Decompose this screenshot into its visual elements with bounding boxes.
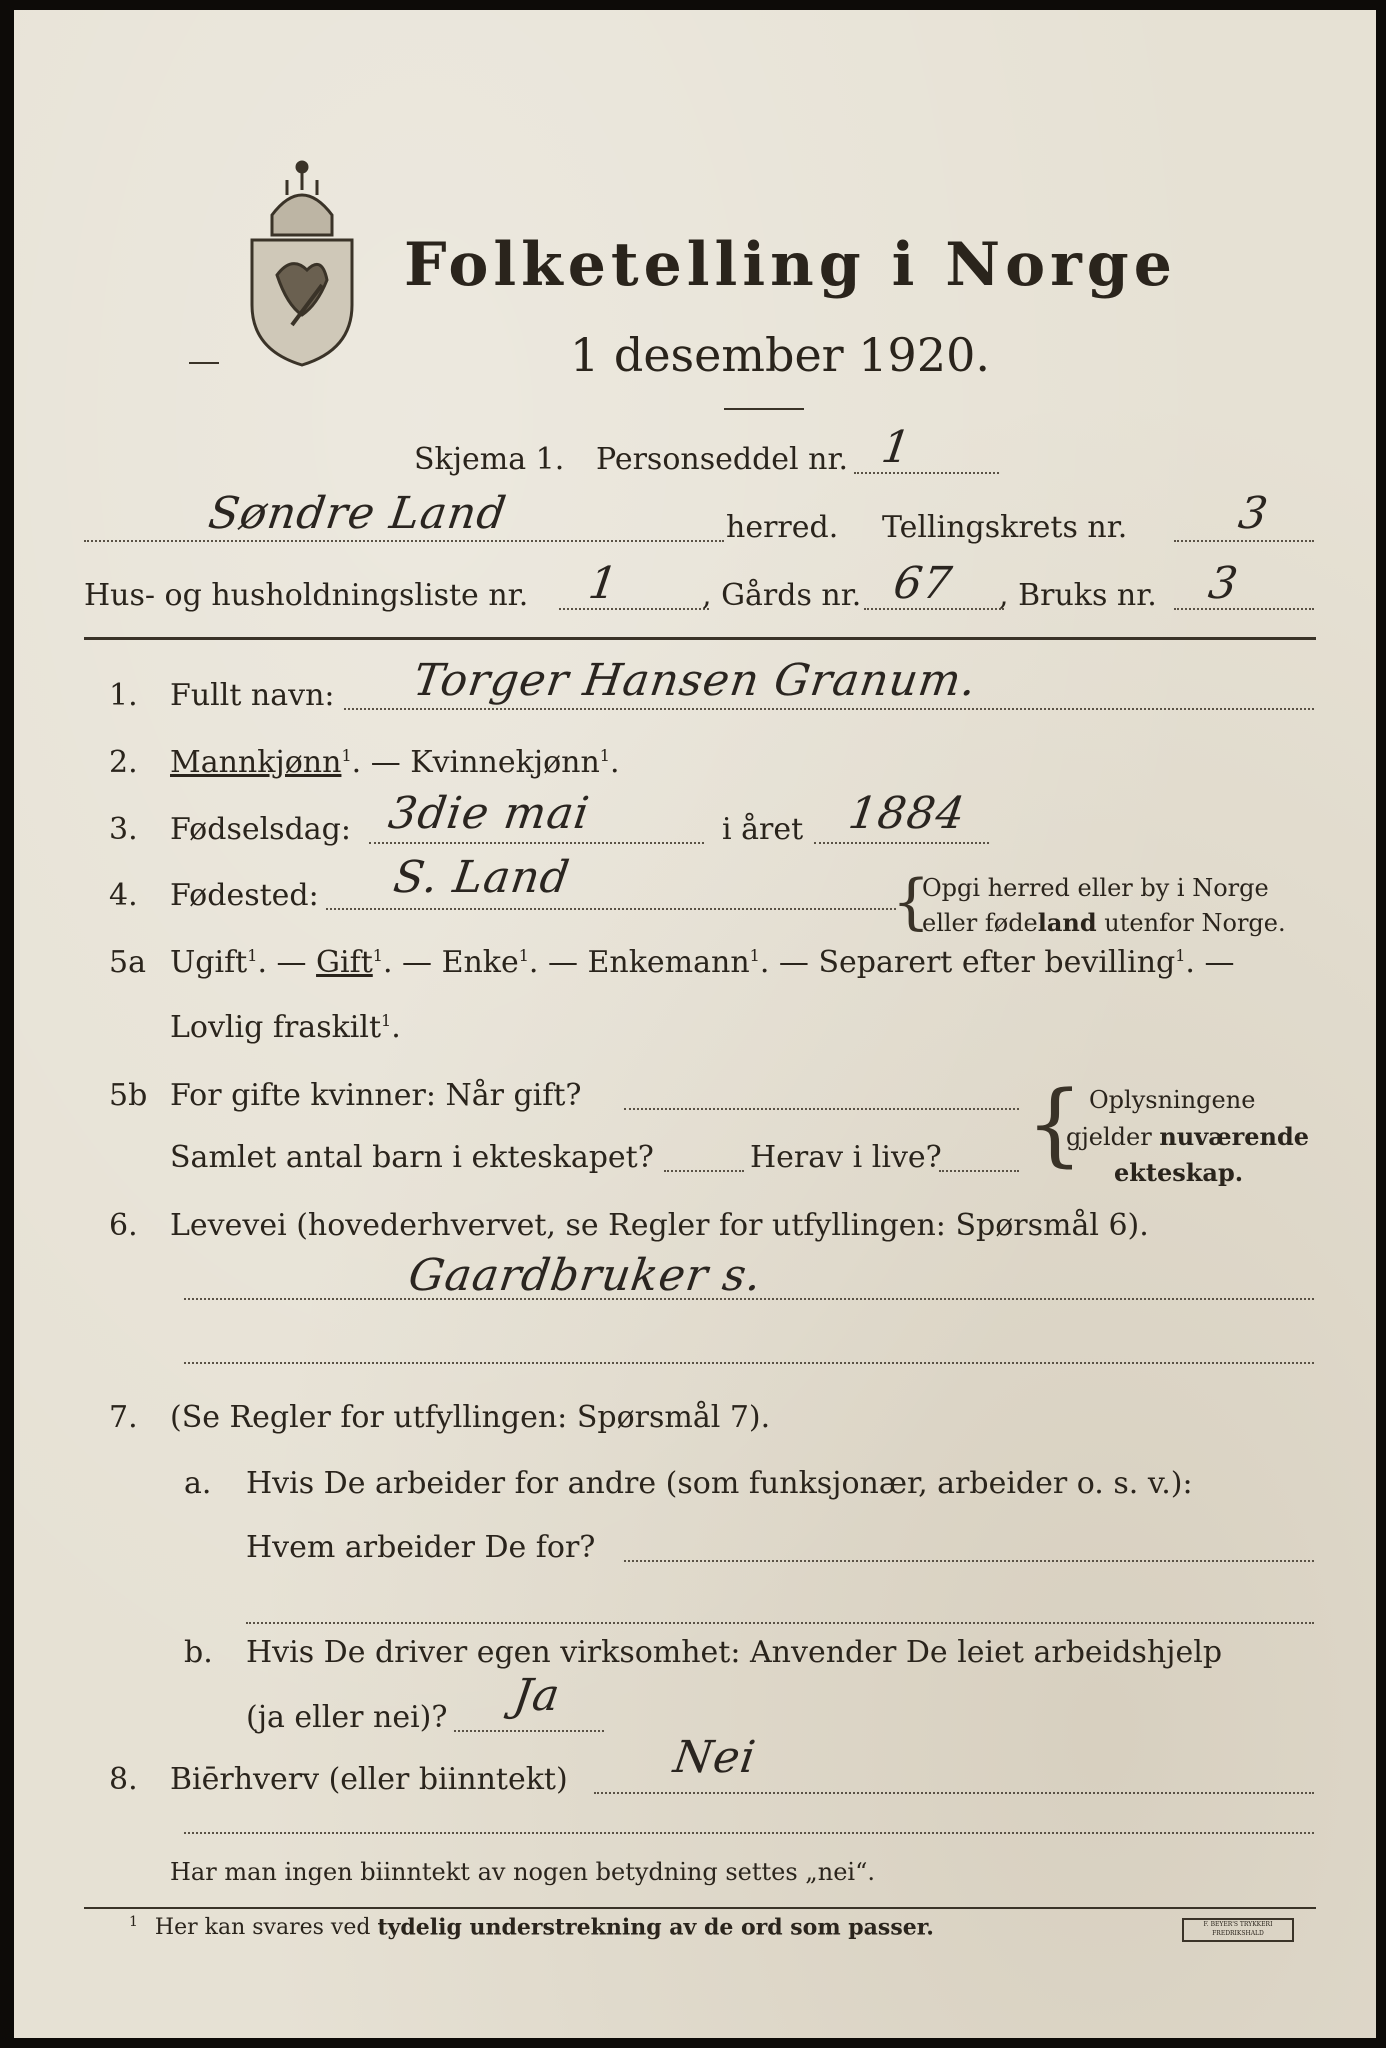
q1-value[interactable]: Torger Hansen Granum. bbox=[410, 655, 980, 706]
q2-end: . bbox=[609, 745, 620, 780]
q5a-gift[interactable]: Gift bbox=[316, 945, 373, 980]
q8-note: Har man ingen biinntekt av nogen betydning settes „nei“. bbox=[170, 1858, 875, 1886]
q8-number: 8. bbox=[109, 1762, 138, 1797]
q5b-note-bracket: { bbox=[1026, 1072, 1084, 1177]
footnote-marker: 1 bbox=[129, 1914, 138, 1930]
q2-options bbox=[170, 745, 620, 780]
q5b-barn-line bbox=[664, 1170, 744, 1172]
tellingskrets-line bbox=[1174, 540, 1314, 542]
q7b-jaellernei-label: (ja eller nei)? bbox=[246, 1700, 448, 1735]
census-form-sheet bbox=[14, 10, 1376, 2038]
q2-footnote-ref-1: 1 bbox=[341, 746, 352, 765]
q3-value[interactable]: 3die mai bbox=[385, 788, 593, 839]
q4-note-bracket: { bbox=[892, 867, 931, 937]
bruks-label: , Bruks nr. bbox=[999, 578, 1157, 613]
tellingskrets-value[interactable]: 3 bbox=[1235, 488, 1272, 539]
q3-number: 3. bbox=[109, 812, 138, 847]
q7a-hvem-line bbox=[624, 1560, 1314, 1562]
bruks-line bbox=[1174, 608, 1314, 610]
norwegian-coat-of-arms-icon bbox=[232, 155, 372, 370]
q7-label: (Se Regler for utfyllingen: Spørsmål 7). bbox=[170, 1400, 771, 1435]
q5b-live-label: Herav i live? bbox=[750, 1140, 942, 1175]
q5b-note-line-2: gjelder nuværende bbox=[1066, 1122, 1310, 1151]
q7b-value[interactable]: Ja bbox=[510, 1670, 564, 1721]
q4-note-line-2: eller fødeland utenfor Norge. bbox=[922, 908, 1286, 937]
herred-value[interactable]: Søndre Land bbox=[205, 488, 510, 539]
printer-stamp: F. BEYER'S TRYKKERI FREDRIKSHALD bbox=[1182, 1918, 1294, 1942]
q5b-number: 5b bbox=[109, 1078, 148, 1113]
q8-label: Biērhverv (eller biinntekt) bbox=[170, 1762, 568, 1797]
personseddel-value[interactable]: 1 bbox=[878, 422, 915, 473]
q3-year-line bbox=[814, 842, 989, 844]
q6-number: 6. bbox=[109, 1208, 138, 1243]
q5a-enke[interactable]: Enke bbox=[441, 945, 519, 980]
q1-number: 1. bbox=[109, 678, 138, 713]
q6-label: Levevei (hovederhvervet, se Regler for utfyllingen: Spørsmål 6). bbox=[170, 1208, 1149, 1243]
gards-value[interactable]: 67 bbox=[890, 558, 956, 609]
footnote: $^1$ Her kan svares ved tydelig understrekning av de ord som passer. bbox=[129, 1914, 934, 1941]
personseddel-label: Personseddel nr. bbox=[596, 442, 849, 477]
q7b-label: Hvis De driver egen virksomhet: Anvender De leiet arbeidshjelp bbox=[246, 1635, 1223, 1670]
q8-line-2 bbox=[184, 1832, 1314, 1834]
q5a-enkemann[interactable]: Enkemann bbox=[587, 945, 750, 980]
q4-number: 4. bbox=[109, 878, 138, 913]
title-rule bbox=[724, 408, 804, 410]
q7a-letter: a. bbox=[184, 1466, 212, 1501]
q4-label: Fødested: bbox=[170, 878, 319, 913]
q5b-note-line-3: ekteskap. bbox=[1114, 1158, 1244, 1187]
q2-number: 2. bbox=[109, 745, 138, 780]
q2-footnote-ref-2: 1 bbox=[599, 746, 610, 765]
q5a-separert[interactable]: Separert efter bevilling bbox=[818, 945, 1176, 980]
skjema-label: Skjema 1. bbox=[414, 442, 565, 477]
left-dash bbox=[189, 362, 219, 364]
bruks-value[interactable]: 3 bbox=[1205, 558, 1242, 609]
q7a-label: Hvis De arbeider for andre (som funksjonær, arbeider o. s. v.): bbox=[246, 1466, 1193, 1501]
herred-label: herred. bbox=[726, 510, 839, 545]
q1-line bbox=[344, 708, 1314, 710]
q4-line bbox=[326, 908, 896, 910]
q5b-gift-line bbox=[624, 1108, 1019, 1110]
q8-line bbox=[594, 1792, 1314, 1794]
q5b-barn-label: Samlet antal barn i ekteskapet? bbox=[170, 1140, 654, 1175]
q3-line bbox=[369, 842, 704, 844]
q7b-line bbox=[454, 1730, 604, 1732]
gards-label: , Gårds nr. bbox=[702, 578, 862, 613]
q5b-live-line bbox=[939, 1170, 1019, 1172]
q5a-ugift[interactable]: Ugift bbox=[170, 945, 248, 980]
q8-value[interactable]: Nei bbox=[670, 1732, 760, 1783]
q5b-label: For gifte kvinner: Når gift? bbox=[170, 1078, 582, 1113]
census-date: 1 desember 1920. bbox=[570, 328, 990, 382]
form-title: Folketelling i Norge bbox=[404, 230, 1177, 300]
q2-kvinnekjonn[interactable]: Kvinnekjønn bbox=[410, 745, 600, 780]
q5b-note-line-1: Oplysningene bbox=[1089, 1086, 1256, 1114]
personseddel-line bbox=[854, 472, 999, 474]
q5a-options: Ugift$^1$. — Gift$^1$. — Enke$^1$. — Enkemann$^1$. — Separert efter bevilling$^1$. — bbox=[170, 945, 1235, 980]
q5a-number: 5a bbox=[109, 945, 146, 980]
q4-note-line-1: Opgi herred eller by i Norge bbox=[922, 874, 1269, 902]
q7-number: 7. bbox=[109, 1400, 138, 1435]
footnote-rule bbox=[84, 1907, 1316, 1909]
q2-separator: . — bbox=[351, 745, 411, 780]
q5a-fraskilt[interactable]: Lovlig fraskilt bbox=[170, 1010, 382, 1045]
q6-line-2 bbox=[184, 1362, 1314, 1364]
q3-year-label: i året bbox=[722, 812, 804, 847]
q4-value[interactable]: S. Land bbox=[390, 852, 574, 903]
q1-label: Fullt navn: bbox=[170, 678, 335, 713]
q2-mannkjonn[interactable]: Mannkjønn bbox=[170, 745, 342, 780]
q3-year-value[interactable]: 1884 bbox=[845, 788, 969, 839]
q5a-fraskilt-row: Lovlig fraskilt$^1$. bbox=[170, 1010, 401, 1045]
q7b-letter: b. bbox=[184, 1635, 213, 1670]
q6-value[interactable]: Gaardbruker s. bbox=[405, 1250, 766, 1301]
q7a-line-2 bbox=[246, 1622, 1314, 1624]
header-divider bbox=[84, 637, 1316, 640]
q3-label: Fødselsdag: bbox=[170, 812, 351, 847]
hus-value[interactable]: 1 bbox=[585, 558, 622, 609]
tellingskrets-label: Tellingskrets nr. bbox=[882, 510, 1128, 545]
hus-label: Hus- og husholdningsliste nr. bbox=[84, 578, 529, 613]
hus-line bbox=[559, 608, 709, 610]
q7a-hvem-label: Hvem arbeider De for? bbox=[246, 1530, 596, 1565]
herred-line bbox=[84, 540, 724, 542]
